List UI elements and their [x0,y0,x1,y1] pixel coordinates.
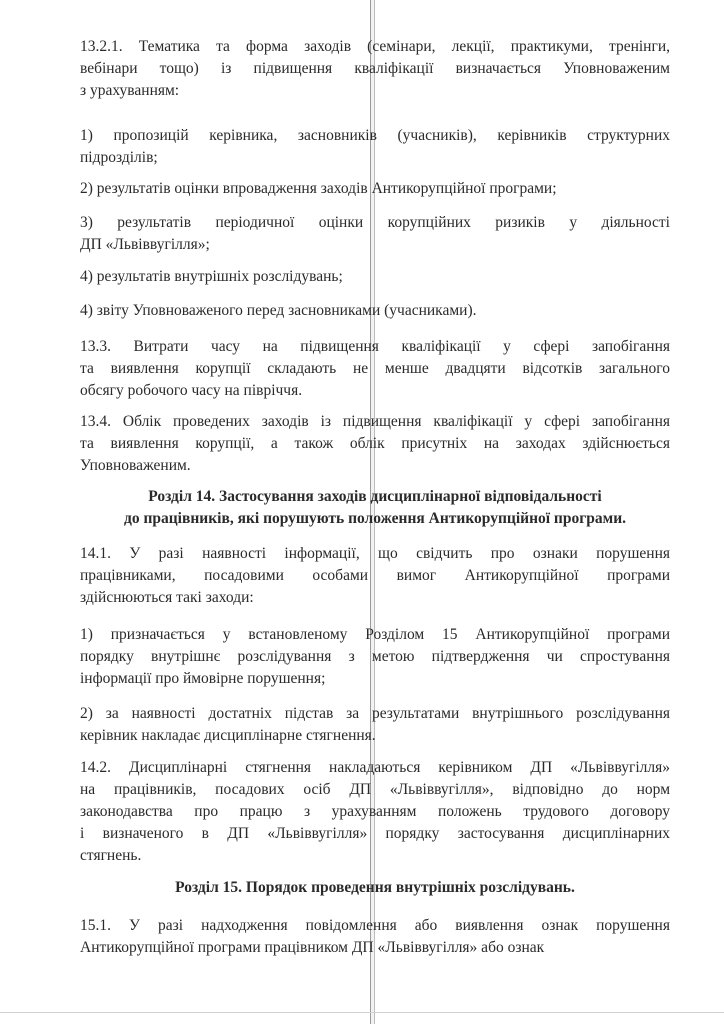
text-line: вебінари тощо) із підвищення кваліфікації визначається Уповноваженим [80,60,670,77]
paragraph [80,212,670,256]
text-line: підрозділів; [80,149,158,166]
text-line: 1) пропозицій керівника, засновників (учасників), керівників структурних [80,127,670,144]
paragraph [80,178,670,200]
text-line: 3) результатів періодичної оцінки корупційних ризиків у діяльності [80,214,670,231]
text-line: 4) звіту Уповноваженого перед засновниками (учасниками). [80,302,477,319]
paragraph [80,336,670,402]
text-line: 13.2.1. Тематика та форма заходів (семінари, лекції, практикуми, тренінги, [80,38,670,55]
text-line: Уповноваженим. [80,457,191,474]
section-heading [80,486,670,530]
paragraph [80,915,670,959]
paragraph [80,411,670,477]
text-line: 13.4. Облік проведених заходів із підвищення кваліфікації у сфері запобігання [80,413,670,430]
text-line: Антикорупційної програми працівником ДП «Львіввугілля» або ознак [80,939,545,956]
text-line: здійснюються такі заходи: [80,589,254,606]
text-line: законодавства про працю з урахуванням положень трудового договору [80,803,670,820]
text-line: до працівників, які порушують положення Антикорупційної програми. [123,510,627,527]
text-line: на працівників, посадових осіб ДП «Львіввугілля», відповідно до норм [80,781,670,798]
text-line: 4) результатів внутрішніх розслідувань; [80,268,343,285]
text-line: 14.2. Дисциплінарні стягнення накладаються керівником ДП «Львіввугілля» [80,759,670,776]
text-line: 15.1. У разі надходження повідомлення або виявлення ознак порушення [80,917,670,934]
text-line: 14.1. У разі наявності інформації, що свідчить про ознаки порушення [80,545,670,562]
section-heading [80,877,670,899]
paragraph [80,300,670,322]
text-line: Розділ 15. Порядок проведення внутрішніх розслідувань. [175,879,575,896]
text-line: ДП «Львіввугілля»; [80,236,210,253]
text-line: 2) за наявності достатніх підстав за результатами внутрішнього розслідування [80,705,670,722]
text-line: інформації про ймовірне порушення; [80,670,326,687]
page-bottom-edge [0,1012,724,1013]
text-line: та виявлення корупції, а також облік присутніх на заходах здійснюється [80,435,670,452]
paragraph [80,757,670,867]
text-line: 2) результатів оцінки впровадження заходів Антикорупційної програми; [80,180,557,197]
text-line: з урахуванням: [80,82,180,99]
text-line: та виявлення корупції складають не менше двадцяти відсотків загального [80,360,670,377]
text-line: 1) призначається у встановленому Розділом 15 Антикорупційної програми [80,626,670,643]
paragraph [80,543,670,609]
text-line: обсягу робочого часу на півріччя. [80,382,303,399]
text-line: і визначеного в ДП «Львіввугілля» порядку застосування дисциплінарних [80,825,670,842]
paragraph [80,36,670,102]
text-line: керівник накладає дисциплінарне стягнення. [80,727,376,744]
paragraph [80,703,670,747]
text-line: Розділ 14. Застосування заходів дисциплінарної відповідальності [148,488,602,505]
paragraph [80,624,670,690]
text-line: стягнень. [80,847,142,864]
text-line: працівниками, посадовими особами вимог Антикорупційної програми [80,567,670,584]
paragraph [80,125,670,169]
paragraph [80,266,670,288]
text-line: 13.3. Витрати часу на підвищення кваліфікації у сфері запобігання [80,338,670,355]
text-line: порядку внутрішнє розслідування з метою підтвердження чи спростування [80,648,670,665]
